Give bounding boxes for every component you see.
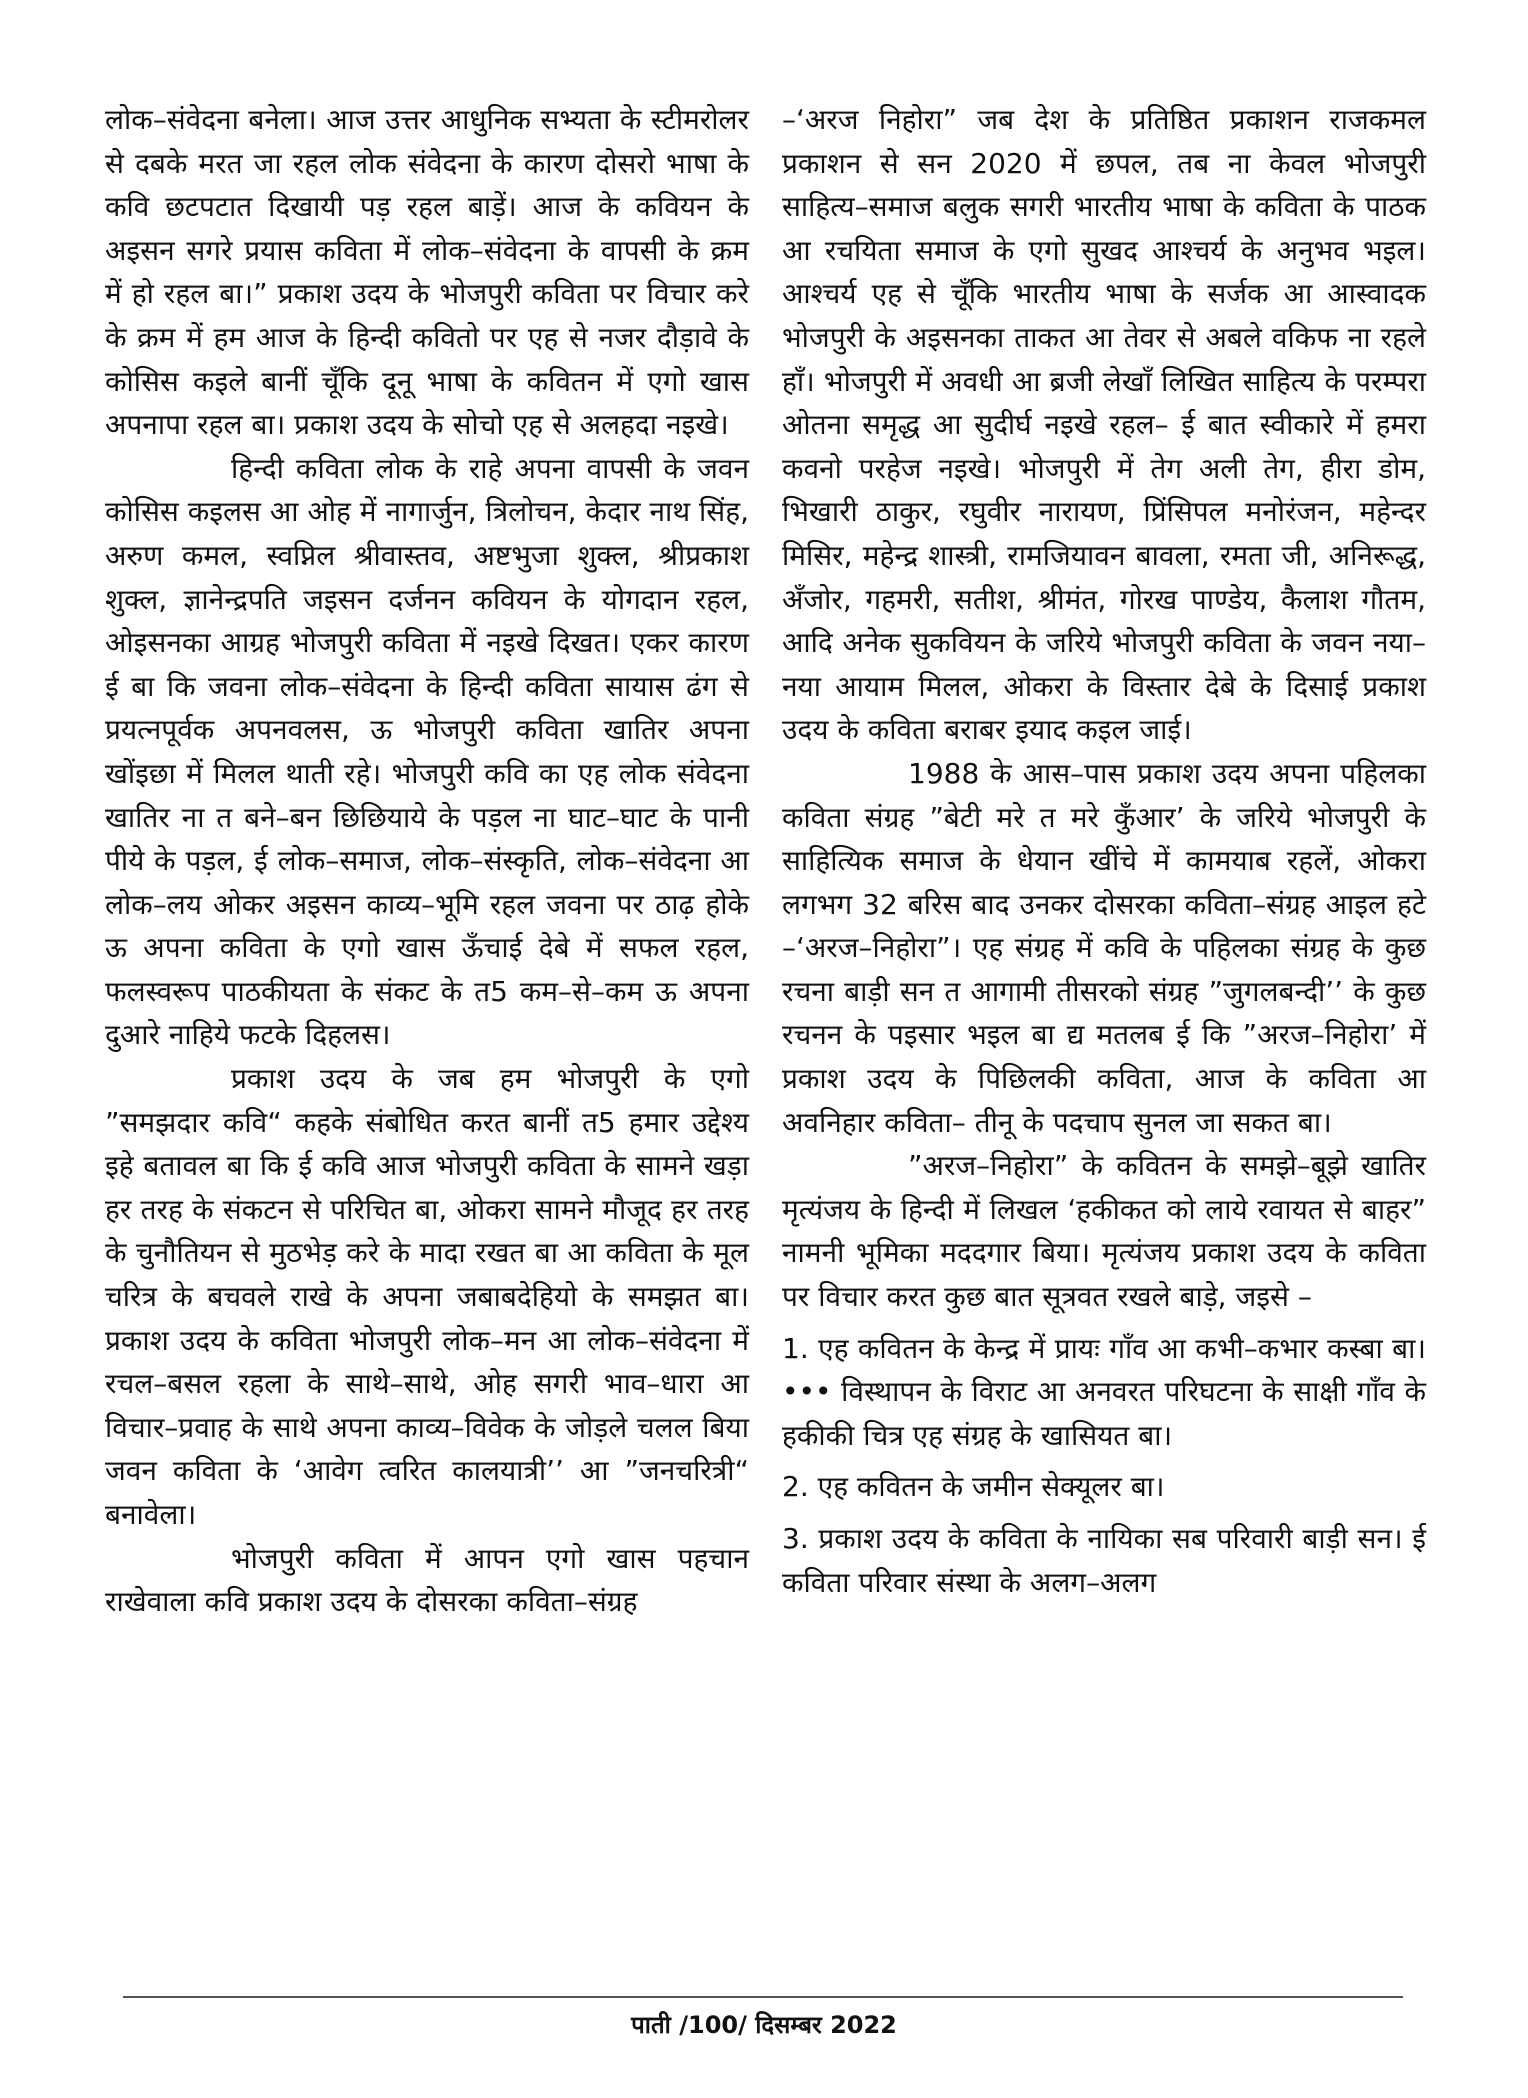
list-item: 3. प्रकाश उदय के कविता के नायिका सब परिवारी बाड़ी सन। ई कविता परिवार संस्था के अलग–अलग bbox=[782, 1522, 1426, 1599]
paragraph: 1988 के आस–पास प्रकाश उदय अपना पहिलका कविता संग्रह ”बेटी मरे त मरे कुँआर’ के जरिये भोजपुरी के साहित्यिक समाज के धेयान खींचे में कामयाब रहलें, ओकरा लगभग 32 बरिस बाद उनकर दोसरका कविता–संग्रह आइल हटे –‘अरज–निहोरा”। एह संग्रह में कवि के पहिलका संग्रह के कुछ रचना बाड़ी सन त आगामी तीसरको संग्रह ”जुगलबन्दी’’ के कुछ रचनन के पइसार भइल बा द्य मतलब ई कि ”अरज–निहोरा’ में प्रकाश उदय के पिछिलकी कविता, आज के कविता आ अवनिहार कविता– तीनू के पदचाप सुनल जा सकत बा। bbox=[782, 756, 1426, 1139]
left-column bbox=[105, 98, 749, 1624]
list-item: 2. एह कवितन के जमीन सेक्यूलर बा। bbox=[782, 1470, 1165, 1504]
paragraph: हिन्दी कविता लोक के राहे अपना वापसी के जवन कोसिस कइलस आ ओह में नागार्जुन, त्रिलोचन, केदार नाथ सिंह, अरुण कमल, स्वप्निल श्रीवास्तव, अष्टभुजा शुक्ल, श्रीप्रकाश शुक्ल, ज्ञानेन्द्रपति जइसन दर्जनन कवियन के योगदान रहल, ओइसनका आग्रह भोजपुरी कविता में नइखे दिखत। एकर कारण ई बा कि जवना लोक–संवेदना के हिन्दी कविता सायास ढंग से प्रयत्नपूर्वक अपनवलस, ऊ भोजपुरी कविता खातिर अपना खोंइछा में मिलल थाती रहे। भोजपुरी कवि का एह लोक संवेदना खातिर ना त बने–बन छिछियाये के पड़ल ना घाट–घाट के पानी पीये के पड़ल, ई लोक–समाज, लोक–संस्कृति, लोक–संवेदना आ लोक–लय ओकर अइसन काव्य–भूमि रहल जवना पर ठाढ़ होके ऊ अपना कविता के एगो खास ऊँचाई देबे में सफल रहल, फलस्वरूप पाठकीयता के संकट के त5 कम–से–कम ऊ अपना दुआरे नाहिये फटके दिहलस। bbox=[105, 451, 749, 1052]
page-footer: पाती /100/ दिसम्बर 2022 bbox=[631, 2011, 897, 2039]
paragraph: –‘अरज निहोरा” जब देश के प्रतिष्ठित प्रकाशन राजकमल प्रकाशन से सन 2020 में छपल, तब ना केवल भोजपुरी साहित्य–समाज बलुक सगरी भारतीय भाषा के कविता के पाठक आ रचयिता समाज के एगो सुखद आश्चर्य के अनुभव भइल। आश्चर्य एह से चूँकि भारतीय भाषा के सर्जक आ आस्वादक भोजपुरी के अइसनका ताकत आ तेवर से अबले वकिफ ना रहले हाँ। भोजपुरी में अवधी आ ब्रजी लेखाँ लिखित साहित्य के परम्परा ओतना समृद्ध आ सुदीर्घ नइखे रहल– ई बात स्वीकारे में हमरा कवनो परहेज नइखे। भोजपुरी में तेग अली तेग, हीरा डोम, भिखारी ठाकुर, रघुवीर नारायण, प्रिंसिपल मनोरंजन, महेन्दर मिसिर, महेन्द्र शास्त्री, रामजियावन बावला, रमता जी, अनिरूद्ध, अँजोर, गहमरी, सतीश, श्रीमंत, गोरख पाण्डेय, कैलाश गौतम, आदि अनेक सुकवियन के जरिये भोजपुरी कविता के जवन नया–नया आयाम मिलल, ओकरा के विस्तार देबे के दिसाई प्रकाश उदय के कविता बराबर इयाद कइल जाई। bbox=[782, 103, 1426, 747]
footer-divider bbox=[123, 1996, 1403, 1998]
paragraph: ”अरज–निहोरा” के कवितन के समझे–बूझे खातिर मृत्यंजय के हिन्दी में लिखल ‘हकीकत को लाये रवायत से बाहर” नामनी भूमिका मददगार बिया। मृत्यंजय प्रकाश उदय के कविता पर विचार करत कुछ बात सूत्रवत रखले बाड़े, जइसे – bbox=[782, 1149, 1426, 1314]
right-column bbox=[782, 98, 1426, 1604]
paragraph: लोक–संवेदना बनेला। आज उत्तर आधुनिक सभ्यता के स्टीमरोलर से दबके मरत जा रहल लोक संवेदना के कारण दोसरो भाषा के कवि छटपटात दिखायी पड़ रहल बाड़ें। आज के कवियन के अइसन सगरे प्रयास कविता में लोक–संवेदना के वापसी के क्रम में हो रहल बा।” प्रकाश उदय के भोजपुरी कविता पर विचार करे के क्रम में हम आज के हिन्दी कवितो पर एह से नजर दौड़ावे के कोसिस कइले बानीं चूँकि दूनू भाषा के कवितन में एगो खास अपनापा रहल बा। प्रकाश उदय के सोचो एह से अलहदा नइखे। bbox=[105, 103, 749, 442]
paragraph: भोजपुरी कविता में आपन एगो खास पहचान राखेवाला कवि प्रकाश उदय के दोसरका कविता–संग्रह bbox=[105, 1541, 749, 1619]
paragraph: प्रकाश उदय के जब हम भोजपुरी के एगो ”समझदार कवि“ कहके संबोधित करत बानीं त5 हमार उद्देश्य इहे बतावल बा कि ई कवि आज भोजपुरी कविता के सामने खड़ा हर तरह के संकटन से परिचित बा, ओकरा सामने मौजूद हर तरह के चुनौतियन से मुठभेड़ करे के मादा रखत बा आ कविता के मूल चरित्र के बचवले राखे के अपना जबाबदेहियो के समझत बा। प्रकाश उदय के कविता भोजपुरी लोक–मन आ लोक–संवेदना में रचल–बसल रहला के साथे–साथे, ओह सगरी भाव–धारा आ विचार–प्रवाह के साथे अपना काव्य–विवेक के जोड़ले चलल बिया जवन कविता के ‘आवेग त्वरित कालयात्री’’ आ ”जनचरित्री“ बनावेला। bbox=[105, 1062, 749, 1531]
list-item: 1. एह कवितन के केन्द्र में प्रायः गाँव आ कभी–कभार कस्बा बा। ••• विस्थापन के विराट आ अनवरत परिघटना के साक्षी गाँव के हकीकी चित्र एह संग्रह के खासियत बा। bbox=[782, 1331, 1426, 1452]
